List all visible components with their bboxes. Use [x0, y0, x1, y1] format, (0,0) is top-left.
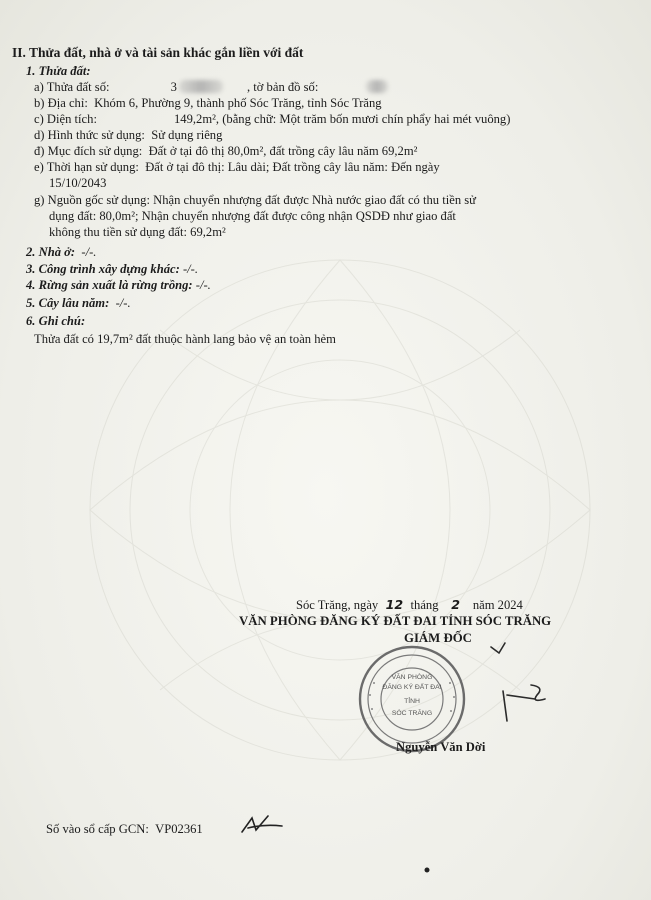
- usage-purpose-row: [34, 144, 417, 159]
- seal-text-line: VĂN PHÒNG: [391, 674, 433, 681]
- redacted-parcel-number: [179, 80, 223, 93]
- usage-term-date: 15/10/2043: [49, 176, 107, 190]
- land-parcel-number-row: [34, 80, 390, 95]
- ink-dot: [423, 866, 431, 874]
- signing-place-date: Sóc Trăng, ngày: [296, 598, 379, 612]
- area-label: c) Diện tích:: [34, 112, 97, 126]
- usage-purpose-value: Đất ở tại đô thị 80,0m², đất trồng cây lâu năm 69,2m²: [148, 144, 418, 158]
- house-label: 2. Nhà ở:: [26, 245, 76, 259]
- origin-value-line-1: Nhận chuyển nhượng đất được Nhà nước giao đất có thu tiền sử: [153, 193, 476, 207]
- note-label: 6. Ghi chú:: [26, 314, 86, 328]
- registry-initial-signature: [238, 808, 288, 838]
- usage-purpose-label: đ) Mục đích sử dụng:: [34, 144, 143, 158]
- issuing-office: VĂN PHÒNG ĐĂNG KÝ ĐẤT ĐAI TỈNH SÓC TRĂNG: [239, 614, 552, 628]
- land-parcel-label: a) Thửa đất số:: [34, 80, 110, 94]
- signing-month-label: tháng: [410, 598, 439, 612]
- area-value: 149,2m², (bằng chữ: Một trăm bốn mươi chín phẩy hai mét vuông): [174, 112, 511, 126]
- forest-row: [26, 278, 211, 293]
- house-row: [26, 245, 96, 260]
- signer-name: Nguyễn Văn Dời: [396, 740, 486, 754]
- seal-text-line: ĐĂNG KÝ ĐẤT ĐAI: [382, 684, 442, 691]
- forest-value: -/-.: [195, 278, 211, 292]
- registry-row: [46, 822, 203, 837]
- seal-text-line: SÓC TRĂNG: [391, 710, 433, 717]
- usage-term-row: [34, 160, 440, 175]
- director-signature: [395, 625, 565, 735]
- signing-day: 12: [385, 597, 404, 612]
- address-label: b) Địa chỉ:: [34, 96, 88, 110]
- usage-form-value: Sử dụng riêng: [151, 128, 223, 142]
- address-row: [34, 96, 382, 111]
- section-title: II. Thửa đất, nhà ở và tài sản khác gắn liền với đất: [12, 45, 304, 60]
- origin-label: g) Nguồn gốc sử dụng:: [34, 193, 150, 207]
- redacted-map-number: [366, 80, 388, 93]
- forest-label: 4. Rừng sản xuất là rừng trồng:: [26, 278, 193, 292]
- signing-month: 2: [451, 597, 461, 612]
- land-heading: 1. Thửa đất:: [26, 64, 91, 78]
- construction-value: -/-.: [182, 262, 199, 276]
- origin-row: [34, 193, 476, 208]
- signing-date-row: [296, 597, 523, 613]
- land-parcel-value: 3: [170, 80, 177, 94]
- usage-form-label: d) Hình thức sử dụng:: [34, 128, 145, 142]
- usage-term-value: Đất ở tại đô thị: Lâu dài; Đất trồng cây lâu năm: Đến ngày: [145, 160, 440, 174]
- land-map-label: , tờ bản đồ số:: [246, 80, 319, 94]
- construction-label: 3. Công trình xây dựng khác:: [26, 262, 180, 276]
- signing-year: năm 2024: [472, 598, 523, 612]
- seal-text-line: TỈNH: [404, 698, 420, 705]
- usage-form-row: [34, 128, 222, 143]
- area-row: [34, 112, 510, 127]
- usage-term-label: e) Thời hạn sử dụng:: [34, 160, 139, 174]
- house-value: -/-.: [81, 245, 97, 259]
- note-text: Thửa đất có 19,7m² đất thuộc hành lang bảo vệ an toàn hẻm: [34, 332, 336, 346]
- origin-value-line-2: dụng đất: 80,0m²; Nhận chuyển nhượng đất được công nhận QSDĐ như giao đất: [49, 209, 456, 223]
- registry-label: Số vào sổ cấp GCN:: [46, 822, 149, 836]
- perennial-label: 5. Cây lâu năm:: [26, 296, 110, 310]
- perennial-value: -/-.: [115, 296, 131, 310]
- origin-value-line-3: không thu tiền sử dụng đất: 69,2m²: [49, 225, 226, 239]
- signer-role: GIÁM ĐỐC: [404, 631, 472, 645]
- registry-value: VP02361: [155, 822, 203, 836]
- construction-row: [26, 262, 198, 277]
- address-value: Khóm 6, Phường 9, thành phố Sóc Trăng, tỉnh Sóc Trăng: [94, 96, 382, 110]
- perennial-row: [26, 296, 131, 311]
